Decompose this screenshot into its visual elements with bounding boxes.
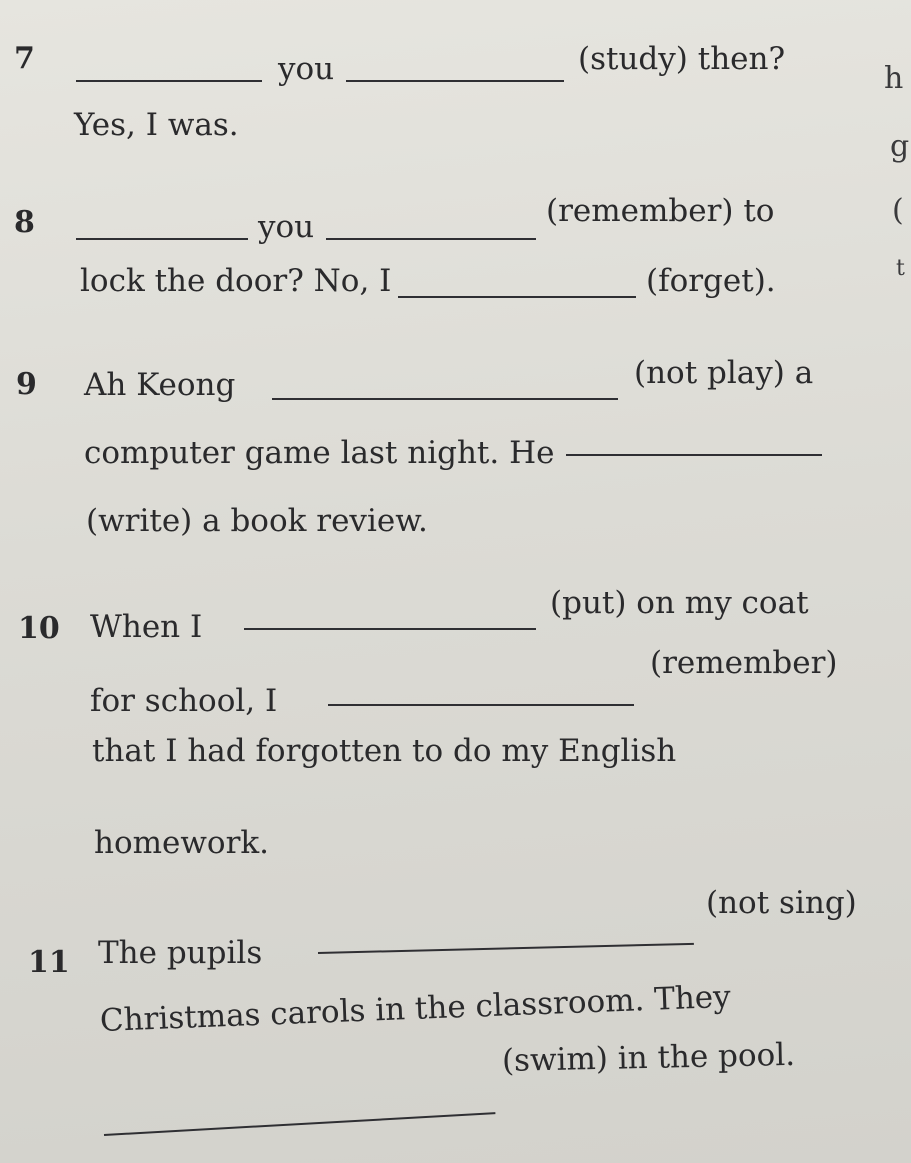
q9-line-1-start: Ah Keong <box>84 367 236 403</box>
q11-hint-1: (not sing) <box>706 885 857 921</box>
question-7-number: 7 <box>14 41 35 76</box>
q8-line-2-start: lock the door? No, I <box>80 263 392 299</box>
q8-blank-2[interactable] <box>326 238 536 240</box>
q8-you: you <box>258 209 315 245</box>
edge-fragment-g: g <box>890 129 910 164</box>
q9-blank-2[interactable] <box>566 454 822 456</box>
q8-blank-3[interactable] <box>398 296 636 298</box>
q11-line-1-start: The pupils <box>98 935 263 971</box>
q7-blank-1[interactable] <box>76 80 262 82</box>
q11-blank-1[interactable] <box>318 943 694 954</box>
q9-line-3: (write) a book review. <box>86 503 428 539</box>
q7-blank-2[interactable] <box>346 80 564 82</box>
q9-blank-1[interactable] <box>272 398 618 400</box>
q11-blank-2[interactable] <box>104 1112 496 1136</box>
q10-hint-2: (remember) <box>650 645 838 681</box>
q11-line-2: Christmas carols in the classroom. They <box>99 978 732 1039</box>
q8-hint-2: (forget). <box>646 263 776 299</box>
q11-hint-2: (swim) in the pool. <box>501 1036 796 1079</box>
question-10-number: 10 <box>18 611 60 646</box>
question-11-number: 11 <box>28 945 70 980</box>
q10-hint-1: (put) on my coat <box>550 585 809 621</box>
q9-line-2-start: computer game last night. He <box>84 435 555 471</box>
q8-blank-1[interactable] <box>76 238 248 240</box>
q10-blank-2[interactable] <box>328 704 634 706</box>
q10-blank-1[interactable] <box>244 628 536 630</box>
q7-you: you <box>278 51 335 87</box>
q9-hint-1: (not play) a <box>634 355 814 391</box>
edge-fragment-paren: ( <box>892 193 904 228</box>
q10-line-2-start: for school, I <box>90 683 278 719</box>
q7-hint: (study) then? <box>578 41 786 77</box>
q10-line-4: homework. <box>94 825 270 861</box>
edge-fragment-h: h <box>884 61 904 96</box>
question-8-number: 8 <box>14 205 35 240</box>
q7-answer-line: Yes, I was. <box>74 107 239 143</box>
edge-fragment-t: t <box>896 256 905 281</box>
q10-line-1-start: When I <box>90 609 203 645</box>
question-9-number: 9 <box>16 367 37 402</box>
q8-hint-1: (remember) to <box>546 193 775 229</box>
q10-line-3: that I had forgotten to do my English <box>92 733 677 769</box>
